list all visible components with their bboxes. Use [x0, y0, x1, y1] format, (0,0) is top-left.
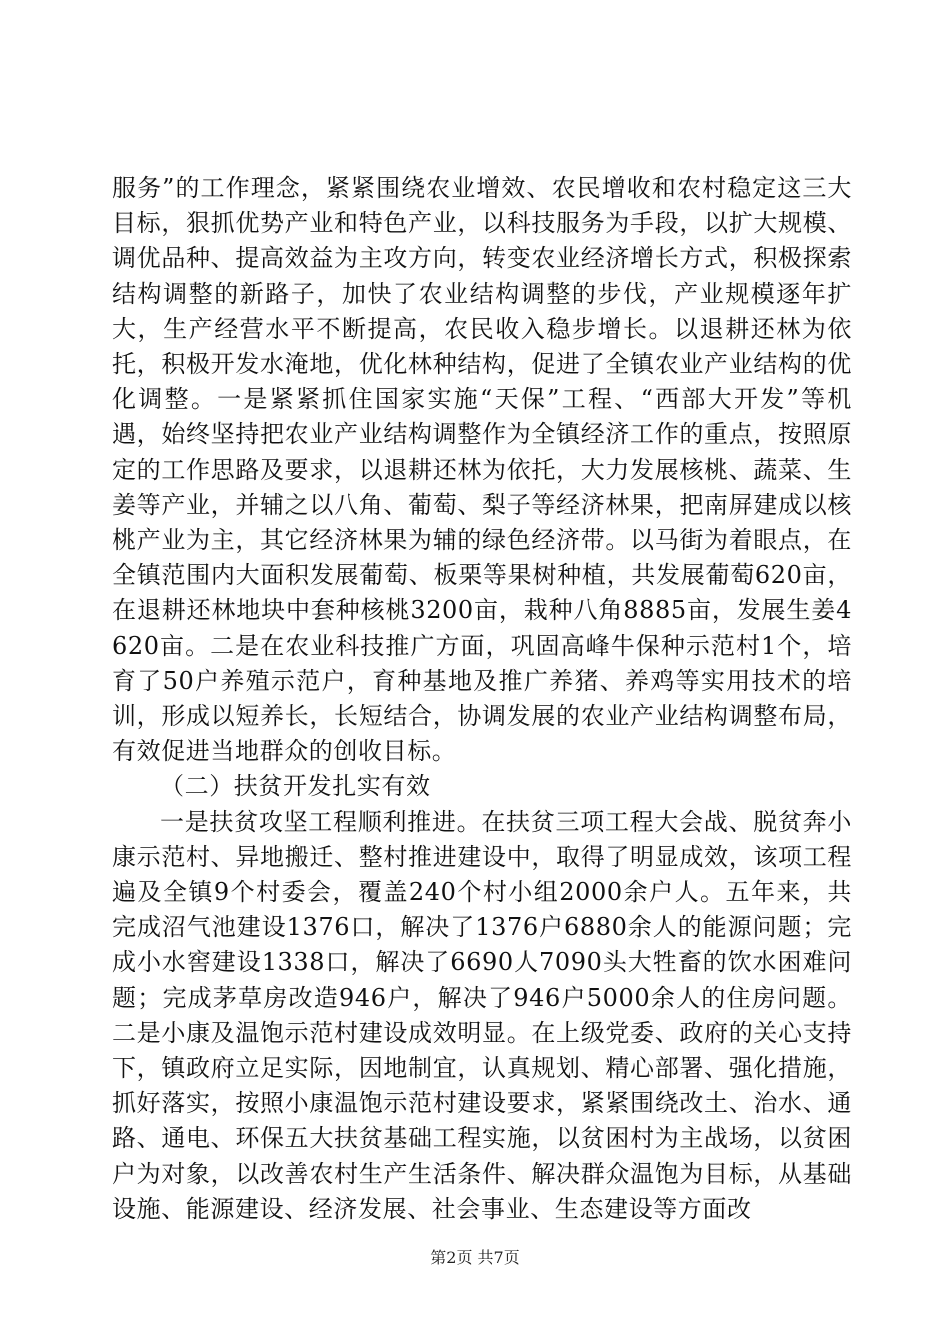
- page-number: 第2页 共7页: [430, 1248, 520, 1267]
- paragraph-agriculture: 服务”的工作理念，紧紧围绕农业增效、农民增收和农村稳定这三大目标，狠抓优势产业和特色产业，以科技服务为手段，以扩大规模、调优品种、提高效益为主攻方向，转变农业经济增长方式，积极探索结构调整的新路子，加快了农业结构调整的步伐，产业规模逐年扩大，生产经营水平不断提高，农民收入稳步增长。以退耕还林为依托，积极开发水淹地，优化林种结构，促进了全镇农业产业结构的优化调整。一是紧紧抓住国家实施“天保”工程、“西部大开发”等机遇，始终坚持把农业产业结构调整作为全镇经济工作的重点，按照原定的工作思路及要求，以退耕还林为依托，大力发展核桃、蔬菜、生姜等产业，并辅之以八角、葡萄、梨子等经济林果，把南屏建成以核桃产业为主，其它经济林果为辅的绿色经济带。以马街为着眼点，在全镇范围内大面积发展葡萄、板栗等果树种植，共发展葡萄620亩，在退耕还林地块中套种核桃3200亩，栽种八角8885亩，发展生姜4620亩。二是在农业科技推广方面，巩固高峰牛保种示范村1个，培育了50户养殖示范户，育种基地及推广养猪、养鸡等实用技术的培训，形成以短养长，长短结合，协调发展的农业产业结构调整布局，有效促进当地群众的创收目标。: [112, 174, 852, 766]
- section-heading: （二）扶贫开发扎实有效: [160, 772, 431, 801]
- document-body: [112, 171, 852, 1227]
- paragraph-poverty-alleviation: 一是扶贫攻坚工程顺利推进。在扶贫三项工程大会战、脱贫奔小康示范村、异地搬迁、整村推进建设中，取得了明显成效，该项工程遍及全镇9个村委会，覆盖240个村小组2000余户人。五年来，共完成沼气池建设1376口，解决了1376户6880余人的能源问题；完成小水窖建设1338口，解决了6690人7090头大牲畜的饮水困难问题；完成茅草房改造946户，解决了946户5000余人的住房问题。二是小康及温饱示范村建设成效明显。在上级党委、政府的关心支持下，镇政府立足实际，因地制宜，认真规划、精心部署、强化措施，抓好落实，按照小康温饱示范村建设要求，紧紧围绕改土、治水、通路、通电、环保五大扶贫基础工程实施，以贫困村为主战场，以贫困户为对象，以改善农村生产生活条件、解决群众温饱为目标，从基础设施、能源建设、经济发展、社会事业、生态建设等方面改: [112, 807, 852, 1223]
